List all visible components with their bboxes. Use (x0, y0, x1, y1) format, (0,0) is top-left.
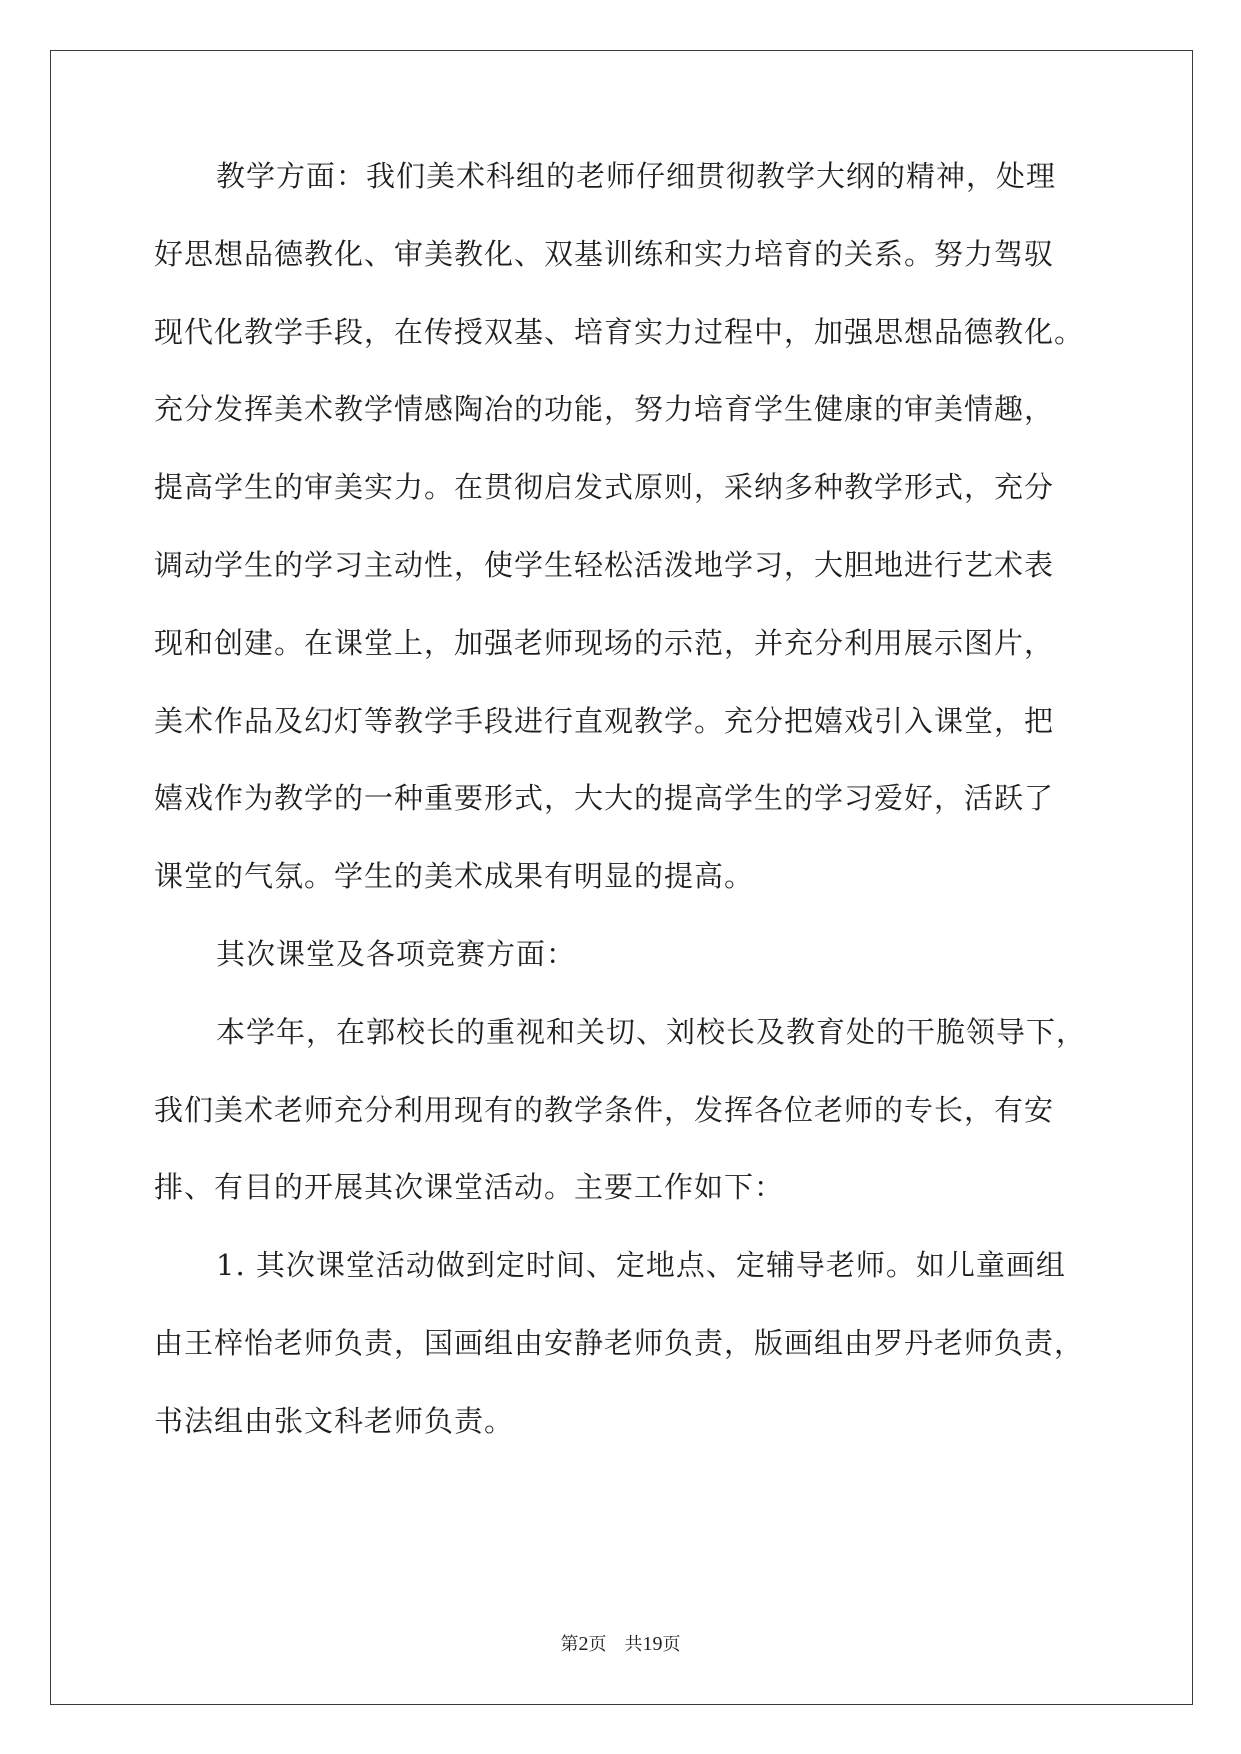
text-line: 由王梓怡老师负责，国画组由安静老师负责，版画组由罗丹老师负责， (154, 1325, 1085, 1360)
text-line: 教学方面：我们美术科组的老师仔细贯彻教学大纲的精神，处理 (216, 159, 1057, 193)
text-line: 充分发挥美术教学情感陶冶的功能，努力培育学生健康的审美情趣， (154, 392, 1055, 427)
total-suffix: 页 (662, 1634, 681, 1655)
text-line: 好思想品德教化、审美教化、双基训练和实力培育的关系。努力驾驭 (154, 236, 1055, 271)
text-line: 本学年，在郭校长的重视和关切、刘校长及教育处的干脆领导下， (216, 1014, 1087, 1049)
text-line: 调动学生的学习主动性，使学生轻松活泼地学习，大胆地进行艺术表 (154, 547, 1055, 582)
text-line: 现代化教学手段，在传授双基、培育实力过程中，加强思想品德教化。 (154, 314, 1085, 349)
section-heading: 其次课堂及各项竞赛方面： (216, 936, 577, 971)
total-prefix: 共 (624, 1634, 643, 1655)
text-line: 现和创建。在课堂上，加强老师现场的示范，并充分利用展示图片， (154, 625, 1055, 660)
page-footer (0, 1630, 1241, 1656)
text-line: 排、有目的开展其次课堂活动。主要工作如下： (154, 1170, 785, 1205)
text-line: 书法组由张文科老师负责。 (154, 1403, 515, 1438)
document-body (154, 160, 1094, 1483)
text-line: 课堂的气氛。学生的美术成果有明显的提高。 (154, 859, 755, 894)
text-line: 美术作品及幻灯等教学手段进行直观教学。充分把嬉戏引入课堂，把 (154, 703, 1055, 738)
page-prefix: 第 (560, 1634, 579, 1655)
text-line: 提高学生的审美实力。在贯彻启发式原则，采纳多种教学形式，充分 (154, 470, 1055, 505)
text-line: 嬉戏作为教学的一种重要形式，大大的提高学生的学习爱好，活跃了 (154, 781, 1055, 816)
page-suffix: 页 (588, 1634, 607, 1655)
text-line: 我们美术老师充分利用现有的教学条件，发挥各位老师的专长，有安 (154, 1092, 1055, 1127)
page-current: 2 (578, 1633, 589, 1655)
list-item: 1. 其次课堂活动做到定时间、定地点、定辅导老师。如儿童画组 (216, 1248, 1066, 1283)
page-total: 19 (642, 1633, 663, 1655)
